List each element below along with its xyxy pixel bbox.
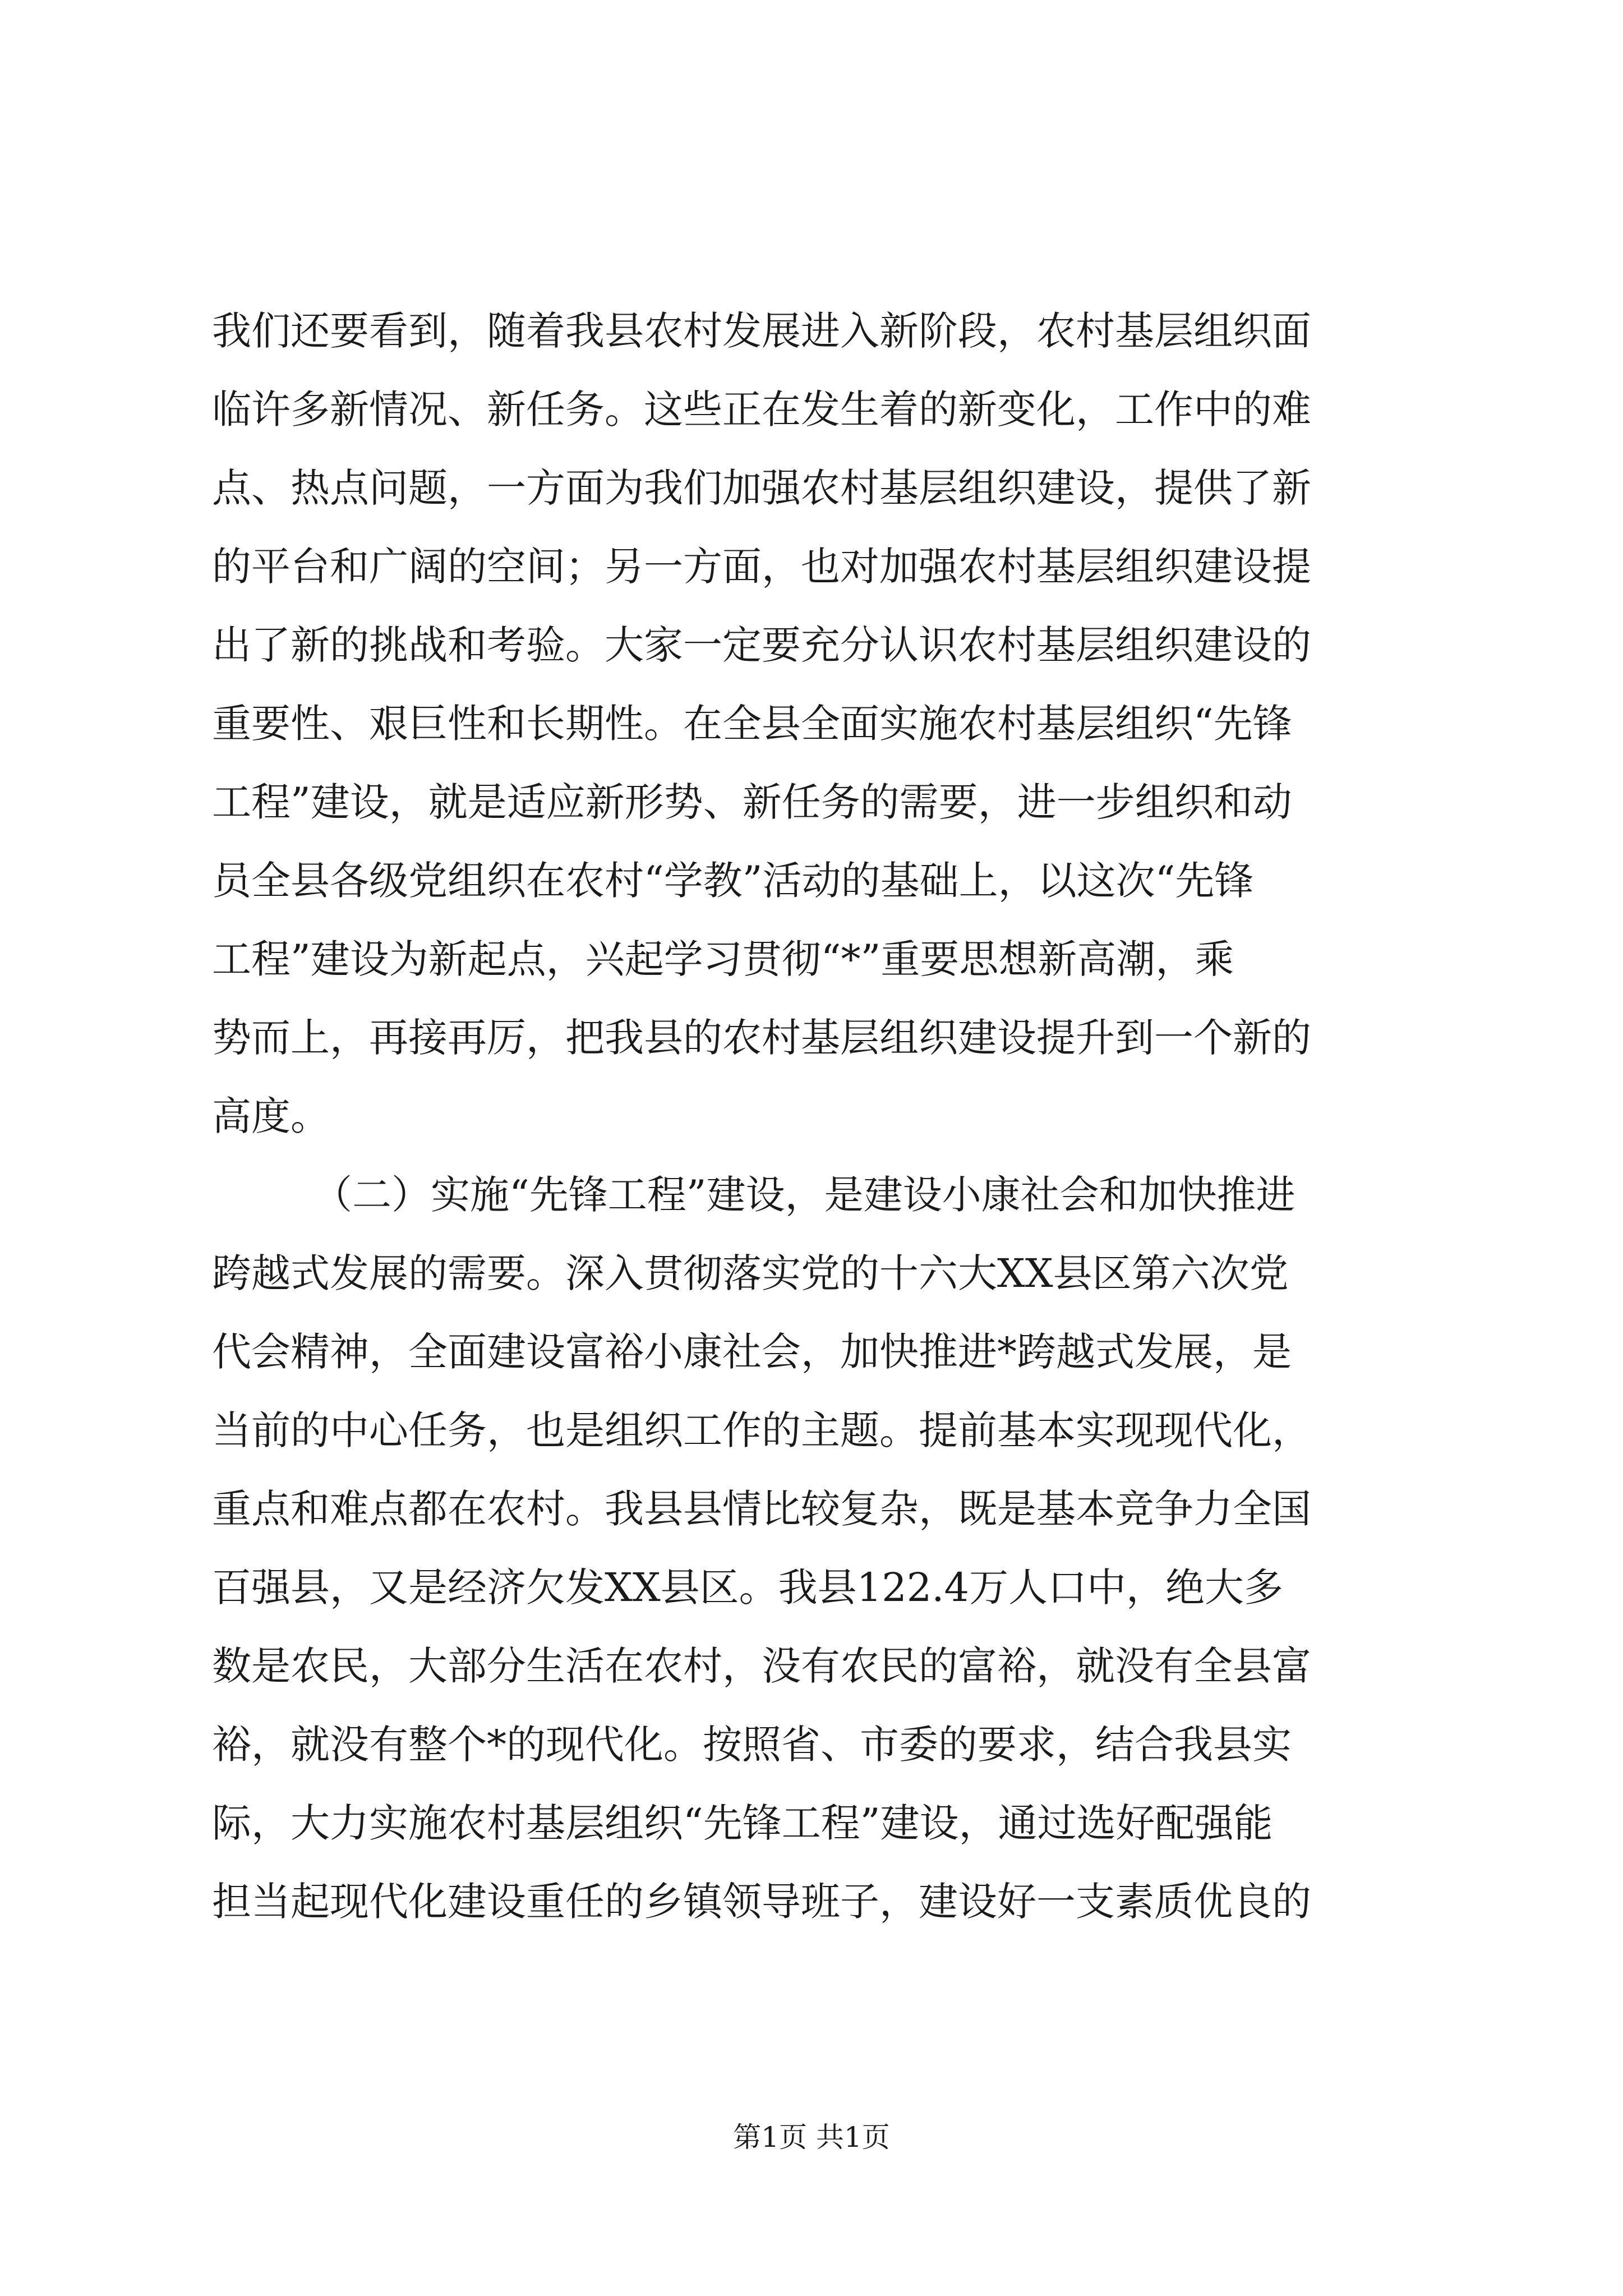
text-line: 出了新的挑战和考验。大家一定要充分认识农村基层组织建设的: [212, 622, 1311, 668]
text-line: 势而上，再接再厉，把我县的农村基层组织建设提升到一个新的: [212, 1015, 1311, 1061]
document-body: [212, 292, 1412, 1941]
text-line: 重点和难点都在农村。我县县情比较复杂，既是基本竞争力全国: [212, 1486, 1311, 1532]
text-line: 工程”建设，就是适应新形势、新任务的需要，进一步组织和动: [212, 779, 1292, 825]
text-line: 数是农民，大部分生活在农村，没有农民的富裕，就没有全县富: [212, 1643, 1311, 1689]
text-line: 百强县，又是经济欠发XX县区。我县122.4万人口中，绝大多: [212, 1565, 1284, 1611]
text-line: 我们还要看到，随着我县农村发展进入新阶段，农村基层组织面: [212, 308, 1311, 354]
text-line: 际，大力实施农村基层组织“先锋工程”建设，通过选好配强能: [212, 1800, 1273, 1846]
text-line: 担当起现代化建设重任的乡镇领导班子，建设好一支素质优良的: [212, 1879, 1311, 1925]
page-number: 第1页 共1页: [733, 2121, 890, 2154]
text-line: 临许多新情况、新任务。这些正在发生着的新变化，工作中的难: [212, 386, 1311, 432]
text-line: 员全县各级党组织在农村“学教”活动的基础上，以这次“先锋: [212, 858, 1254, 904]
page-footer: [0, 2120, 1623, 2154]
text-line: 高度。: [212, 1093, 330, 1139]
text-line: 跨越式发展的需要。深入贯彻落实党的十六大XX县区第六次党: [212, 1250, 1289, 1296]
text-line: 当前的中心任务，也是组织工作的主题。提前基本实现现代化，: [212, 1407, 1311, 1453]
section-heading-line: （二）实施“先锋工程”建设，是建设小康社会和加快推进: [313, 1172, 1295, 1218]
text-line: 工程”建设为新起点，兴起学习贯彻“*”重要思想新高潮，乘: [212, 936, 1234, 982]
text-line: 点、热点问题，一方面为我们加强农村基层组织建设，提供了新: [212, 465, 1311, 511]
text-line: 的平台和广阔的空间；另一方面，也对加强农村基层组织建设提: [212, 544, 1311, 590]
text-line: 代会精神，全面建设富裕小康社会，加快推进*跨越式发展，是: [212, 1329, 1292, 1375]
text-line: 裕，就没有整个*的现代化。按照省、市委的要求，结合我县实: [212, 1722, 1292, 1768]
text-line: 重要性、艰巨性和长期性。在全县全面实施农村基层组织“先锋: [212, 701, 1292, 747]
